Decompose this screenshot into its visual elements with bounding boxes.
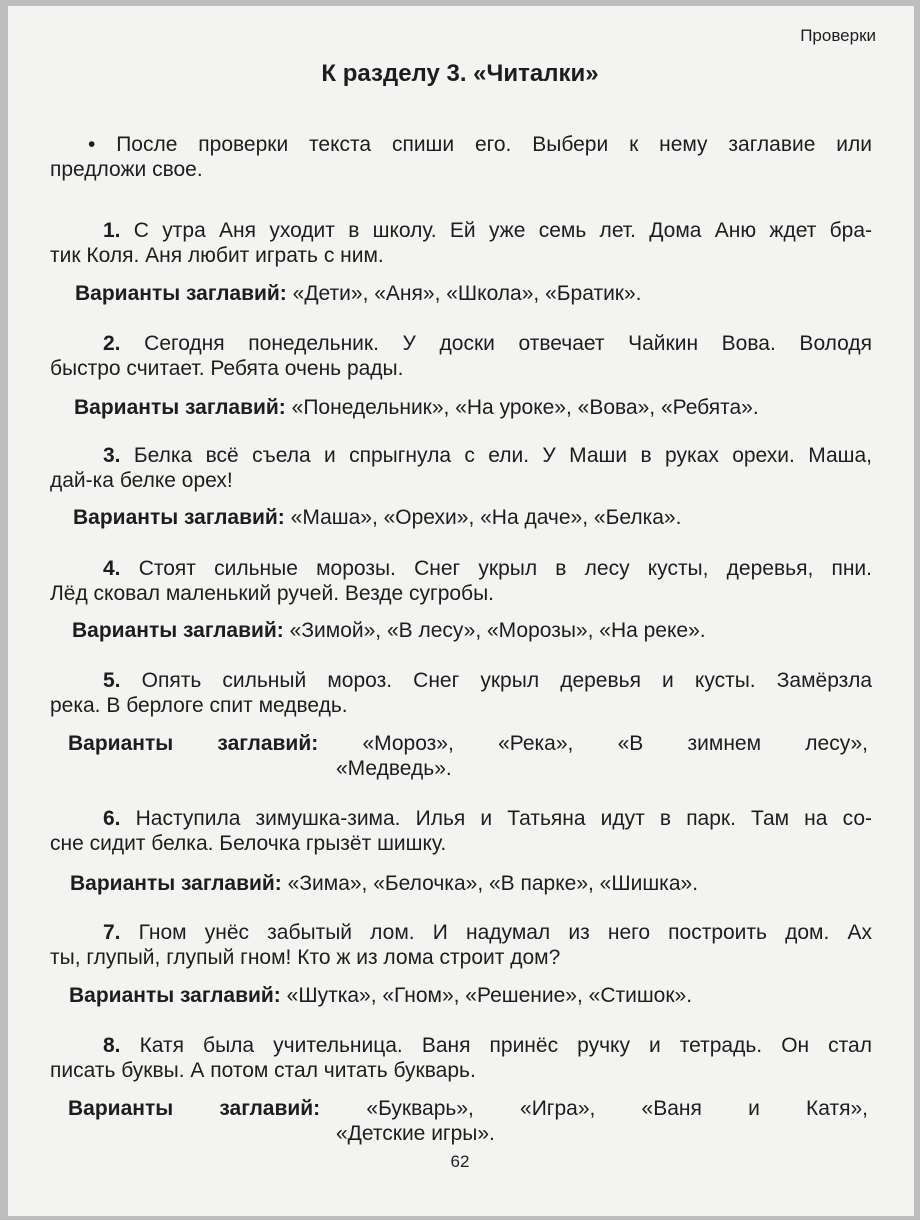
text-item-4 bbox=[50, 556, 872, 606]
variants-label: Варианты заглавий: bbox=[69, 984, 281, 1007]
variants-label: Варианты заглавий: bbox=[70, 872, 282, 895]
text-line bbox=[50, 1033, 872, 1058]
variants-label: Варианты заглавий: bbox=[75, 282, 287, 305]
variants-label: Варианты заглавий: bbox=[74, 396, 286, 419]
variants-label: Варианты заглавий: bbox=[68, 732, 319, 755]
variants-line bbox=[70, 871, 892, 896]
text-line bbox=[50, 331, 872, 356]
variants-text: «Дети», «Аня», «Школа», «Братик». bbox=[292, 282, 642, 305]
variants-text: «Зима», «Белочка», «В парке», «Шишка». bbox=[287, 872, 699, 895]
variants-text: «Маша», «Орехи», «На даче», «Белка». bbox=[290, 506, 682, 529]
variants-3 bbox=[73, 505, 895, 530]
variants-6 bbox=[70, 871, 892, 896]
text-line: тик Коля. Аня любит играть с ним. bbox=[50, 244, 384, 267]
variants-text: «Мороз», «Река», «В зимнем лесу», bbox=[362, 732, 868, 755]
variants-line bbox=[73, 505, 895, 530]
variants-label: Варианты заглавий: bbox=[73, 506, 285, 529]
item-number: 7. bbox=[103, 921, 121, 944]
text-line bbox=[50, 218, 872, 243]
text-line-content: Белка всё съела и спрыгнула с ели. У Маши в руках орехи. Маша, bbox=[120, 444, 872, 467]
variants-2 bbox=[74, 395, 896, 420]
text-line: Лёд сковал маленький ручей. Везде сугробы. bbox=[50, 582, 495, 605]
variants-8 bbox=[68, 1096, 868, 1146]
variants-line bbox=[75, 281, 897, 306]
variants-5 bbox=[68, 731, 868, 781]
variants-4 bbox=[72, 618, 894, 643]
intro-line: • После проверки текста спиши его. Выбери к нему заглавие или bbox=[88, 133, 872, 156]
text-line bbox=[50, 668, 872, 693]
text-line: писать буквы. А потом стал читать букварь. bbox=[50, 1059, 476, 1082]
text-item-5 bbox=[50, 668, 872, 718]
text-line: ты, глупый, глупый гном! Кто ж из лома строит дом? bbox=[50, 946, 561, 969]
page-title: К разделу 3. «Читалки» bbox=[321, 60, 599, 87]
text-line: дай-ка белке орех! bbox=[50, 469, 233, 492]
text-line-content: Стоят сильные морозы. Снег укрыл в лесу кусты, деревья, пни. bbox=[120, 557, 872, 580]
running-header: Проверки bbox=[800, 26, 876, 45]
page-number: 62 bbox=[450, 1152, 470, 1171]
variants-line: «Детские игры». bbox=[336, 1122, 495, 1145]
text-line: быстро считает. Ребята очень рады. bbox=[50, 357, 404, 380]
text-item-2 bbox=[50, 331, 872, 381]
text-line-content: Наступила зимушка-зима. Илья и Татьяна идут в парк. Там на со- bbox=[120, 807, 872, 830]
text-line bbox=[50, 556, 872, 581]
text-line: река. В берлоге спит медведь. bbox=[50, 694, 348, 717]
text-item-8 bbox=[50, 1033, 872, 1083]
item-number: 6. bbox=[103, 807, 121, 830]
variants-line bbox=[68, 1096, 868, 1121]
item-number: 1. bbox=[103, 219, 121, 242]
intro-paragraph bbox=[50, 132, 872, 182]
text-item-6 bbox=[50, 806, 872, 856]
text-line bbox=[50, 443, 872, 468]
variants-text: «Понедельник», «На уроке», «Вова», «Ребята». bbox=[291, 396, 759, 419]
variants-line bbox=[69, 983, 891, 1008]
item-number: 4. bbox=[103, 557, 121, 580]
variants-text: «Шутка», «Гном», «Решение», «Стишок». bbox=[286, 984, 693, 1007]
variants-text: «Букварь», «Игра», «Ваня и Катя», bbox=[366, 1097, 868, 1120]
text-line-content: Гном унёс забытый лом. И надумал из него построить дом. Ах bbox=[120, 921, 872, 944]
text-line-content: Катя была учительница. Ваня принёс ручку и тетрадь. Он стал bbox=[120, 1034, 872, 1057]
variants-line bbox=[74, 395, 896, 420]
variants-text: «Зимой», «В лесу», «Морозы», «На реке». bbox=[289, 619, 706, 642]
item-number: 2. bbox=[103, 332, 121, 355]
intro-line: предложи свое. bbox=[50, 158, 203, 181]
text-line-content: Сегодня понедельник. У доски отвечает Чайкин Вова. Володя bbox=[120, 332, 872, 355]
variants-label: Варианты заглавий: bbox=[68, 1097, 321, 1120]
variants-1 bbox=[75, 281, 897, 306]
variants-label: Варианты заглавий: bbox=[72, 619, 284, 642]
text-line: сне сидит белка. Белочка грызёт шишку. bbox=[50, 832, 447, 855]
item-number: 3. bbox=[103, 444, 121, 467]
item-number: 8. bbox=[103, 1034, 121, 1057]
variants-line bbox=[72, 618, 894, 643]
text-line bbox=[50, 806, 872, 831]
text-item-1 bbox=[50, 218, 872, 268]
text-item-3 bbox=[50, 443, 872, 493]
text-line-content: С утра Аня уходит в школу. Ей уже семь лет. Дома Аню ждет бра- bbox=[120, 219, 872, 242]
text-line-content: Опять сильный мороз. Снег укрыл деревья и кусты. Замёрзла bbox=[120, 669, 872, 692]
variants-7 bbox=[69, 983, 891, 1008]
text-line bbox=[50, 920, 872, 945]
variants-line: «Медведь». bbox=[336, 757, 452, 780]
item-number: 5. bbox=[103, 669, 121, 692]
variants-line bbox=[68, 731, 868, 756]
text-item-7 bbox=[50, 920, 872, 970]
